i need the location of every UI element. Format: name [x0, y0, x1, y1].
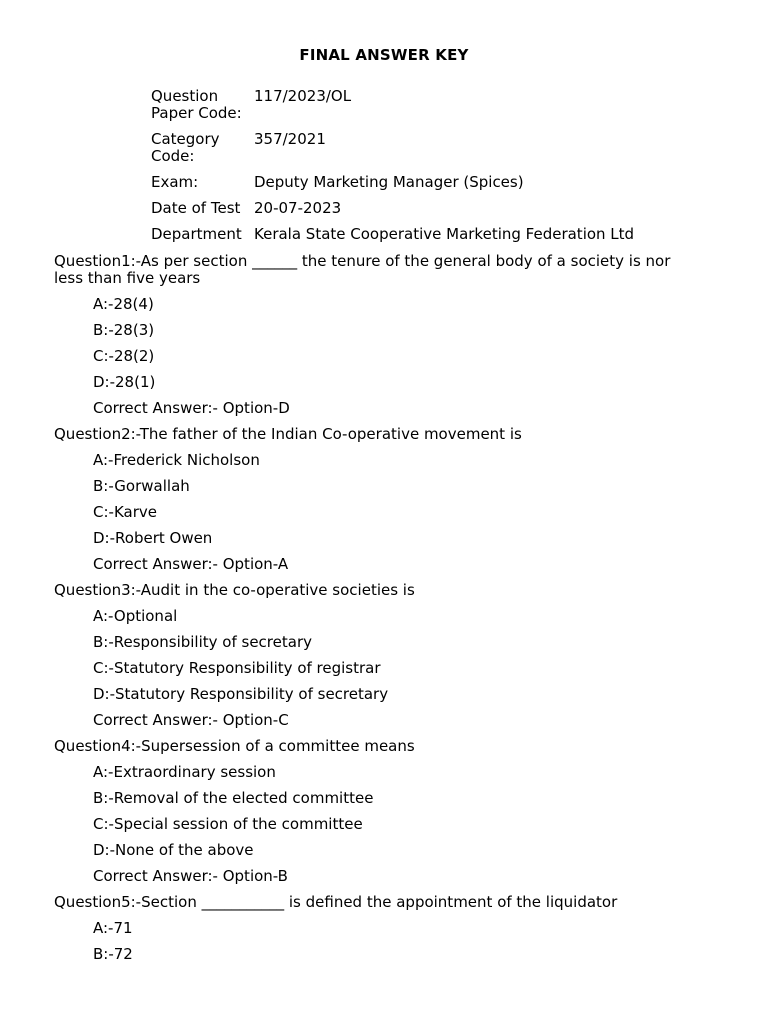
page-title: FINAL ANSWER KEY — [299, 46, 469, 64]
option-c: C:-Karve — [93, 503, 157, 521]
option-b: B:-Gorwallah — [93, 477, 190, 495]
option-d: D:-28(1) — [93, 373, 156, 391]
correct-answer: Correct Answer:- Option-A — [93, 555, 289, 573]
meta-row-date — [151, 200, 634, 226]
meta-value: Kerala State Cooperative Marketing Federation Ltd — [254, 225, 635, 243]
option-a: A:-Frederick Nicholson — [93, 451, 260, 469]
option-d: D:-None of the above — [93, 841, 254, 859]
option-b: B:-Removal of the elected committee — [93, 789, 374, 807]
option-d: D:-Statutory Responsibility of secretary — [93, 685, 389, 703]
question-block — [54, 426, 704, 573]
option-a: A:-Extraordinary session — [93, 763, 276, 781]
question-text: Question3:-Audit in the co-operative societies is — [54, 581, 415, 599]
meta-value: 357/2021 — [254, 130, 326, 148]
question-text: Question2:-The father of the Indian Co-operative movement is — [54, 425, 522, 443]
meta-row-paper-code — [151, 88, 634, 131]
meta-label: Category Code: — [151, 130, 220, 165]
meta-row-department — [151, 226, 634, 243]
question-block — [54, 738, 704, 885]
option-b: B:-28(3) — [93, 321, 155, 339]
question-block — [54, 582, 704, 729]
meta-row-category-code — [151, 131, 634, 174]
meta-value: 117/2023/OL — [254, 87, 352, 105]
option-a: A:-28(4) — [93, 295, 154, 313]
question-block — [54, 253, 704, 417]
meta-label: Question Paper Code: — [151, 87, 242, 122]
question-text: Question5:-Section ___________ is defined the appointment of the liquidator — [54, 893, 618, 911]
question-block — [54, 894, 704, 963]
correct-answer: Correct Answer:- Option-C — [93, 711, 289, 729]
meta-value: Deputy Marketing Manager (Spices) — [254, 173, 524, 191]
exam-details-table — [151, 88, 634, 243]
correct-answer: Correct Answer:- Option-D — [93, 399, 290, 417]
meta-row-exam — [151, 174, 634, 200]
option-c: C:-28(2) — [93, 347, 155, 365]
meta-label: Department — [151, 225, 242, 243]
option-c: C:-Special session of the committee — [93, 815, 363, 833]
meta-label: Exam: — [151, 173, 199, 191]
option-b: B:-72 — [93, 945, 133, 963]
option-a: A:-71 — [93, 919, 133, 937]
option-a: A:-Optional — [93, 607, 178, 625]
questions-list — [54, 253, 704, 972]
question-text: Question4:-Supersession of a committee means — [54, 737, 415, 755]
question-text: Question1:-As per section ______ the tenure of the general body of a society is nor less than five years — [54, 252, 671, 287]
option-c: C:-Statutory Responsibility of registrar — [93, 659, 381, 677]
meta-value: 20-07-2023 — [254, 199, 342, 217]
option-d: D:-Robert Owen — [93, 529, 213, 547]
meta-label: Date of Test — [151, 199, 241, 217]
option-b: B:-Responsibility of secretary — [93, 633, 312, 651]
correct-answer: Correct Answer:- Option-B — [93, 867, 288, 885]
